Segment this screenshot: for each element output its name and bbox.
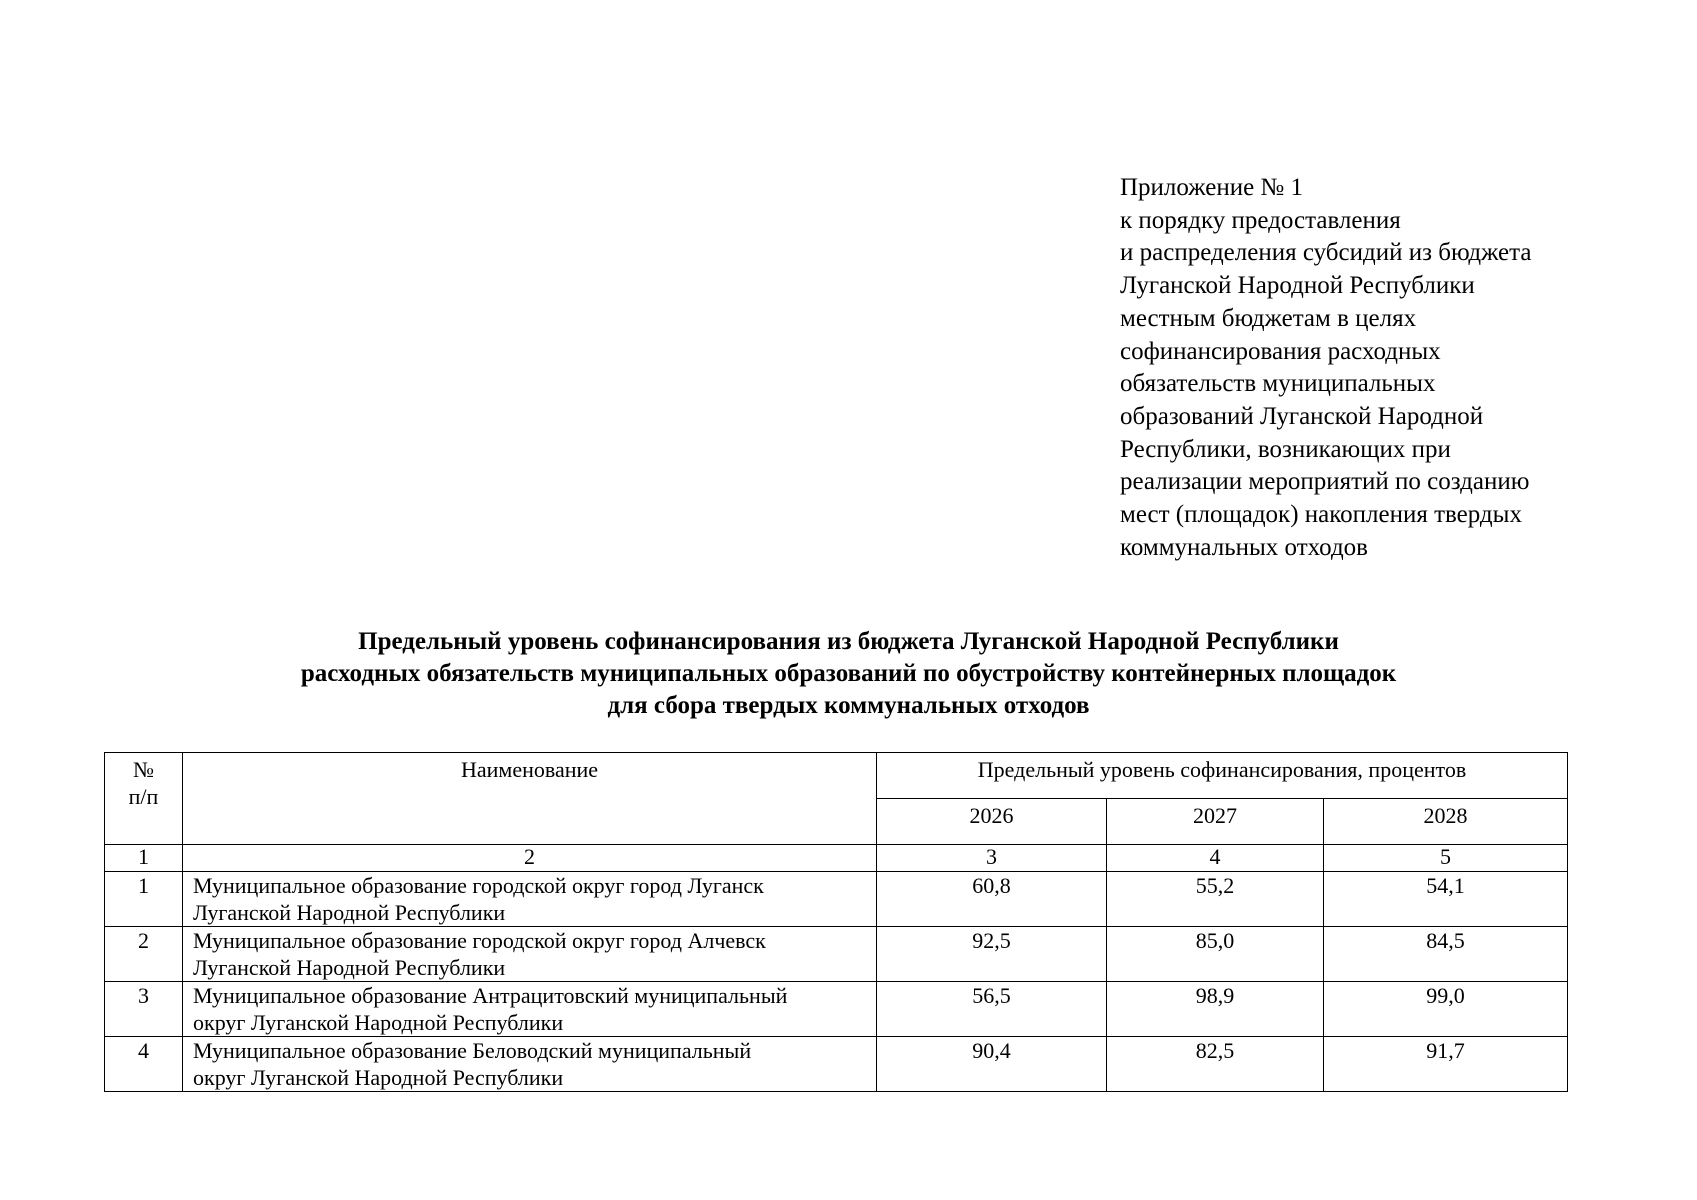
cofinancing-table xyxy=(104,752,1568,1092)
table-row xyxy=(105,982,1568,1037)
row-name xyxy=(183,872,877,927)
annex-line: мест (площадок) накопления твердых xyxy=(1120,501,1522,529)
column-number: 5 xyxy=(1324,845,1568,872)
header-level-cell: Предельный уровень софинансирования, процентов xyxy=(877,753,1568,799)
header-name-cell: Наименование xyxy=(183,753,877,845)
row-name xyxy=(183,982,877,1037)
row-value-2027: 82,5 xyxy=(1107,1037,1324,1092)
row-value-2028: 99,0 xyxy=(1324,982,1568,1037)
column-numbers-row xyxy=(105,845,1568,872)
row-name-line: округ Луганской Народной Республики xyxy=(193,1010,564,1035)
row-value-2026: 56,5 xyxy=(877,982,1107,1037)
row-number: 3 xyxy=(105,982,183,1037)
row-name-line: Муниципальное образование Антрацитовский муниципальный xyxy=(193,983,788,1008)
row-name-line: Муниципальное образование городской округ город Алчевск xyxy=(193,928,766,953)
header-year-2026: 2026 xyxy=(877,799,1107,845)
column-number: 3 xyxy=(877,845,1107,872)
row-value-2027: 98,9 xyxy=(1107,982,1324,1037)
header-number-abbr: п/п xyxy=(128,784,159,809)
header-number-cell xyxy=(105,753,183,845)
annex-line: местным бюджетам в целях xyxy=(1120,304,1417,332)
annex-line: реализации мероприятий по созданию xyxy=(1120,468,1530,496)
row-name-line: Муниципальное образование Беловодский муниципальный xyxy=(193,1038,752,1063)
header-year-2027: 2027 xyxy=(1107,799,1324,845)
row-name-line: Луганской Народной Республики xyxy=(193,955,506,980)
annex-line: Республики, возникающих при xyxy=(1120,435,1451,463)
row-number: 4 xyxy=(105,1037,183,1092)
annex-line: образований Луганской Народной xyxy=(1120,402,1484,430)
annex-line: Луганской Народной Республики xyxy=(1120,272,1475,300)
title-line: расходных обязательств муниципальных образований по обустройству контейнерных площадок xyxy=(300,660,1397,687)
row-value-2027: 85,0 xyxy=(1107,927,1324,982)
row-name xyxy=(183,927,877,982)
row-value-2028: 54,1 xyxy=(1324,872,1568,927)
document-title xyxy=(0,626,1697,722)
column-number: 4 xyxy=(1107,845,1324,872)
annex-line: софинансирования расходных xyxy=(1120,337,1441,365)
row-value-2028: 84,5 xyxy=(1324,927,1568,982)
title-line: для сбора твердых коммунальных отходов xyxy=(607,692,1090,719)
row-value-2026: 60,8 xyxy=(877,872,1107,927)
table-row xyxy=(105,927,1568,982)
row-value-2027: 55,2 xyxy=(1107,872,1324,927)
row-number: 1 xyxy=(105,872,183,927)
row-name xyxy=(183,1037,877,1092)
row-name-line: Муниципальное образование городской округ город Луганск xyxy=(193,873,764,898)
annex-line: к порядку предоставления xyxy=(1120,206,1401,234)
header-year-2028: 2028 xyxy=(1324,799,1568,845)
annex-line: коммунальных отходов xyxy=(1120,533,1368,561)
annex-block xyxy=(1120,172,1680,564)
row-value-2026: 90,4 xyxy=(877,1037,1107,1092)
annex-line: обязательств муниципальных xyxy=(1120,370,1436,398)
table-row xyxy=(105,872,1568,927)
row-name-line: округ Луганской Народной Республики xyxy=(193,1065,564,1090)
table-row xyxy=(105,1037,1568,1092)
table-header-row xyxy=(105,753,1568,799)
row-name-line: Луганской Народной Республики xyxy=(193,900,506,925)
title-line: Предельный уровень софинансирования из бюджета Луганской Народной Республики xyxy=(358,628,1339,655)
row-value-2028: 91,7 xyxy=(1324,1037,1568,1092)
row-number: 2 xyxy=(105,927,183,982)
header-number-symbol: № xyxy=(133,757,154,782)
row-value-2026: 92,5 xyxy=(877,927,1107,982)
column-number: 1 xyxy=(105,845,183,872)
annex-line: и распределения субсидий из бюджета xyxy=(1120,239,1532,267)
annex-line: Приложение № 1 xyxy=(1120,174,1304,201)
column-number: 2 xyxy=(183,845,877,872)
